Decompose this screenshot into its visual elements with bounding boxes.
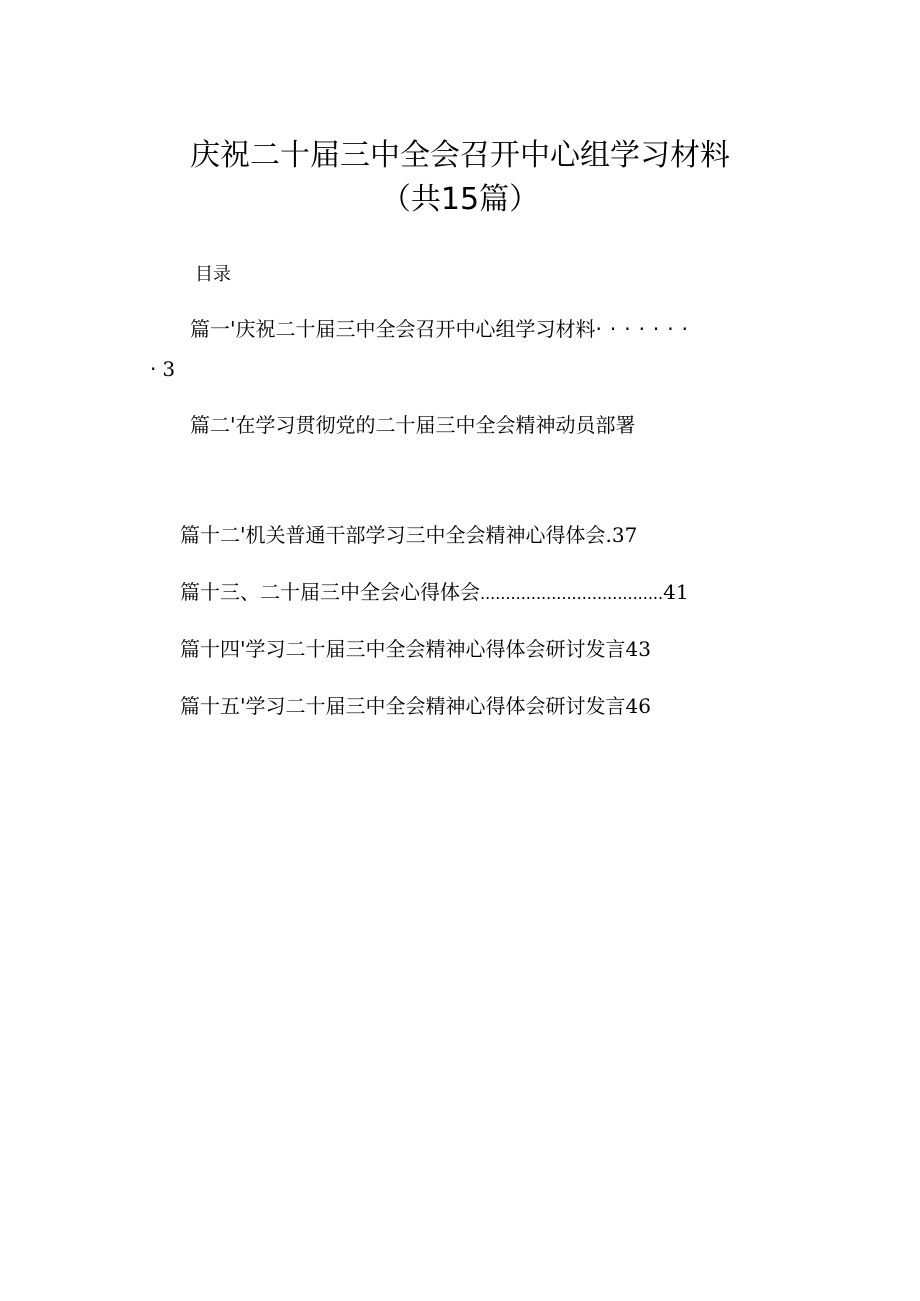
toc-item-label: 篇十四'学习二十届三中全会精神心得体会研讨发言 bbox=[180, 637, 626, 661]
toc-item-leader: ······· bbox=[595, 317, 697, 341]
toc-item[interactable] bbox=[190, 314, 696, 344]
toc-item[interactable] bbox=[190, 410, 636, 440]
toc-item-page: 43 bbox=[625, 637, 651, 661]
toc-item-label: 篇十三、二十届三中全会心得体会 bbox=[180, 580, 480, 604]
toc-item-label: 篇二'在学习贯彻党的二十届三中全会精神动员部署 bbox=[190, 413, 636, 437]
toc-heading: 目录 bbox=[195, 264, 231, 285]
toc-item-continuation bbox=[150, 354, 175, 384]
toc-item-page: 41 bbox=[663, 580, 689, 604]
document-subtitle: （共15篇） bbox=[380, 182, 540, 217]
toc-item[interactable] bbox=[180, 577, 689, 609]
toc-item-page: 3 bbox=[162, 357, 176, 381]
toc-item[interactable] bbox=[180, 520, 637, 550]
toc-item-label: 篇十五'学习二十届三中全会精神心得体会研讨发言 bbox=[180, 694, 626, 718]
toc-item[interactable] bbox=[180, 634, 651, 664]
toc-item-leader: .................................... bbox=[480, 584, 664, 603]
toc-item-leader: · bbox=[150, 357, 163, 381]
toc-item[interactable] bbox=[180, 691, 651, 721]
toc-item-label: 篇一'庆祝二十届三中全会召开中心组学习材料 bbox=[190, 317, 596, 341]
toc-item-leader: . bbox=[605, 523, 612, 547]
toc-item-page: 37 bbox=[611, 523, 638, 547]
toc-item-page: 46 bbox=[625, 694, 651, 718]
toc-item-label: 篇十二'机关普通干部学习三中全会精神心得体会 bbox=[180, 523, 606, 547]
document-title: 庆祝二十届三中全会召开中心组学习材料 bbox=[190, 138, 730, 173]
